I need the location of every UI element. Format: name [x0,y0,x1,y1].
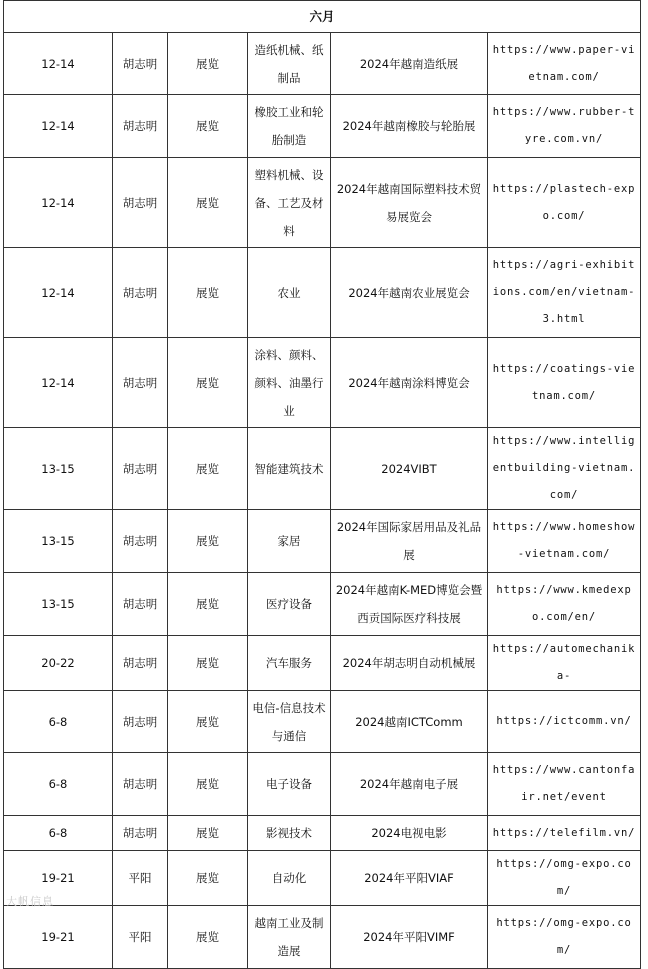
exhibition-name-cell: 2024VIBT [331,428,488,510]
city-cell: 胡志明 [113,95,168,158]
type-cell: 展览 [168,753,248,816]
month-title: 六月 [4,1,641,33]
table-row [4,573,641,636]
type-cell: 展览 [168,636,248,691]
table-row [4,851,641,906]
date-cell: 19-21 [4,851,113,906]
city-cell: 胡志明 [113,33,168,95]
date-cell: 12-14 [4,248,113,338]
date-cell: 12-14 [4,338,113,428]
table-row [4,338,641,428]
city-cell: 胡志明 [113,816,168,851]
date-cell: 12-14 [4,158,113,248]
url-cell[interactable]: https://automechanika- [488,636,641,691]
city-cell: 胡志明 [113,636,168,691]
exhibition-name-cell: 2024年越南涂料博览会 [331,338,488,428]
industry-cell: 自动化 [248,851,331,906]
city-cell: 胡志明 [113,573,168,636]
url-cell[interactable]: https://telefilm.vn/ [488,816,641,851]
url-cell[interactable]: https://agri-exhibitions.com/en/vietnam-3.html [488,248,641,338]
date-cell: 19-21 [4,906,113,969]
type-cell: 展览 [168,510,248,573]
exhibition-name-cell: 2024年越南电子展 [331,753,488,816]
url-cell[interactable]: https://omg-expo.com/ [488,906,641,969]
city-cell: 胡志明 [113,428,168,510]
exhibition-name-cell: 2024年国际家居用品及礼品展 [331,510,488,573]
type-cell: 展览 [168,338,248,428]
url-cell[interactable]: https://www.paper-vietnam.com/ [488,33,641,95]
url-cell[interactable]: https://www.rubber-tyre.com.vn/ [488,95,641,158]
date-cell: 6-8 [4,691,113,753]
industry-cell: 汽车服务 [248,636,331,691]
date-cell: 6-8 [4,816,113,851]
type-cell: 展览 [168,248,248,338]
type-cell: 展览 [168,158,248,248]
date-cell: 12-14 [4,33,113,95]
exhibition-name-cell: 2024年越南K-MED博览会暨西贡国际医疗科技展 [331,573,488,636]
url-cell[interactable]: https://www.homeshow-vietnam.com/ [488,510,641,573]
city-cell: 胡志明 [113,510,168,573]
exhibition-name-cell: 2024年平阳VIAF [331,851,488,906]
industry-cell: 影视技术 [248,816,331,851]
table-row [4,816,641,851]
url-cell[interactable]: https://ictcomm.vn/ [488,691,641,753]
table-row [4,753,641,816]
exhibition-table [3,0,641,969]
url-cell[interactable]: https://omg-expo.com/ [488,851,641,906]
table-row [4,428,641,510]
industry-cell: 电信-信息技术与通信 [248,691,331,753]
type-cell: 展览 [168,851,248,906]
city-cell: 胡志明 [113,753,168,816]
date-cell: 6-8 [4,753,113,816]
exhibition-name-cell: 2024年胡志明自动机械展 [331,636,488,691]
industry-cell: 橡胶工业和轮胎制造 [248,95,331,158]
table-row [4,906,641,969]
date-cell: 13-15 [4,573,113,636]
city-cell: 平阳 [113,906,168,969]
table-row [4,510,641,573]
exhibition-name-cell: 2024年平阳VIMF [331,906,488,969]
table-row [4,636,641,691]
date-cell: 20-22 [4,636,113,691]
type-cell: 展览 [168,95,248,158]
type-cell: 展览 [168,428,248,510]
date-cell: 13-15 [4,510,113,573]
city-cell: 平阳 [113,851,168,906]
url-cell[interactable]: https://plastech-expo.com/ [488,158,641,248]
industry-cell: 电子设备 [248,753,331,816]
watermark: 大帆信息 [6,895,54,908]
industry-cell: 越南工业及制造展 [248,906,331,969]
city-cell: 胡志明 [113,158,168,248]
date-cell: 12-14 [4,95,113,158]
city-cell: 胡志明 [113,248,168,338]
industry-cell: 造纸机械、纸制品 [248,33,331,95]
type-cell: 展览 [168,906,248,969]
month-header-row [4,1,641,33]
city-cell: 胡志明 [113,338,168,428]
city-cell: 胡志明 [113,691,168,753]
industry-cell: 涂料、颜料、颜料、油墨行业 [248,338,331,428]
date-cell: 13-15 [4,428,113,510]
exhibition-name-cell: 2024年越南国际塑料技术贸易展览会 [331,158,488,248]
exhibition-name-cell: 2024越南ICTComm [331,691,488,753]
industry-cell: 家居 [248,510,331,573]
industry-cell: 塑料机械、设备、工艺及材料 [248,158,331,248]
url-cell[interactable]: https://www.kmedexpo.com/en/ [488,573,641,636]
table-row [4,95,641,158]
industry-cell: 医疗设备 [248,573,331,636]
industry-cell: 农业 [248,248,331,338]
table-row [4,158,641,248]
table-row [4,248,641,338]
type-cell: 展览 [168,573,248,636]
exhibition-name-cell: 2024年越南农业展览会 [331,248,488,338]
url-cell[interactable]: https://www.cantonfair.net/event [488,753,641,816]
type-cell: 展览 [168,33,248,95]
exhibition-name-cell: 2024电视电影 [331,816,488,851]
type-cell: 展览 [168,816,248,851]
url-cell[interactable]: https://coatings-vietnam.com/ [488,338,641,428]
table-row [4,33,641,95]
industry-cell: 智能建筑技术 [248,428,331,510]
exhibition-name-cell: 2024年越南橡胶与轮胎展 [331,95,488,158]
exhibition-name-cell: 2024年越南造纸展 [331,33,488,95]
type-cell: 展览 [168,691,248,753]
table-row [4,691,641,753]
url-cell[interactable]: https://www.intelligentbuilding-vietnam.com/ [488,428,641,510]
